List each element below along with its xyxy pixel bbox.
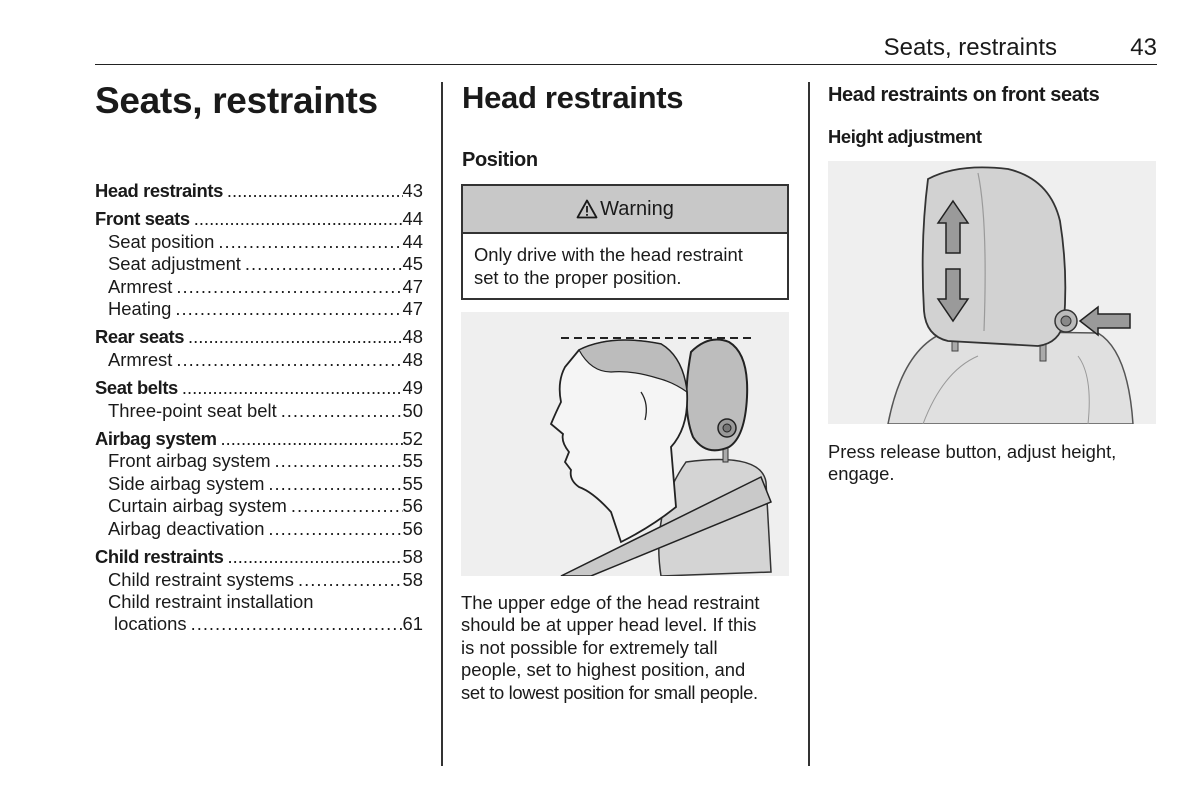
toc-entry-label: Child restraint systems xyxy=(108,568,294,590)
toc-entry-page: 44 xyxy=(402,208,423,230)
toc-entry-page: 43 xyxy=(402,180,423,201)
subsection-title: Position xyxy=(462,149,538,171)
toc-entry-label: Airbag deactivation xyxy=(108,517,265,539)
toc-entry[interactable] xyxy=(95,231,423,253)
toc-entry[interactable] xyxy=(95,613,423,635)
toc-entry-label: locations xyxy=(114,613,187,635)
toc-entry[interactable] xyxy=(95,400,423,422)
toc-entry-page: 50 xyxy=(402,399,423,421)
toc-entry[interactable] xyxy=(95,253,423,275)
toc-entry-page: 55 xyxy=(402,450,423,472)
toc-leader-dots xyxy=(241,253,403,275)
toc-entry-label: Side airbag system xyxy=(108,472,265,494)
toc-leader-dots xyxy=(223,180,403,202)
toc-entry-page: 48 xyxy=(402,326,423,348)
height-adjustment-paragraph xyxy=(828,441,1116,486)
toc-leader-dots xyxy=(171,298,402,320)
paragraph-line: people, set to highest position, and xyxy=(461,659,746,681)
toc-entry[interactable] xyxy=(95,546,423,568)
toc-entry-page: 47 xyxy=(402,275,423,297)
toc-entry-page: 58 xyxy=(402,568,423,590)
toc-entry-label: Airbag system xyxy=(95,428,217,450)
toc-entry-label: Seat adjustment xyxy=(108,253,241,275)
toc-leader-dots xyxy=(172,349,402,371)
toc-entry[interactable] xyxy=(95,326,423,348)
paragraph-line: Press release button, adjust height, xyxy=(828,441,1117,462)
paragraph-line: The upper edge of the head restraint xyxy=(461,592,760,613)
toc-leader-dots xyxy=(277,400,403,422)
head-position-illustration xyxy=(461,312,789,576)
column-divider-right xyxy=(808,82,810,766)
paragraph-line: should be at upper head level. If this xyxy=(461,614,757,636)
toc-entry-page: 61 xyxy=(402,613,423,635)
page-number: 43 xyxy=(1130,34,1157,61)
toc-leader-dots xyxy=(190,208,403,230)
toc-entry-label: Curtain airbag system xyxy=(108,495,287,517)
toc-entry-label: Armrest xyxy=(108,275,173,297)
warning-header xyxy=(463,186,787,234)
warning-title: Warning xyxy=(600,197,674,220)
toc-entry[interactable] xyxy=(95,450,423,472)
warning-line: Only drive with the head restraint xyxy=(474,244,743,265)
column-divider-left xyxy=(441,82,443,766)
toc-entry-page: 52 xyxy=(402,428,423,450)
toc-entry-label: Heating xyxy=(108,298,172,320)
warning-text xyxy=(463,234,787,289)
running-head-section: Seats, restraints xyxy=(883,34,1057,61)
toc-entry[interactable] xyxy=(95,180,423,202)
front-seats-title: Head restraints on front seats xyxy=(828,84,1100,106)
paragraph-line: engage. xyxy=(828,463,895,485)
toc-entry[interactable] xyxy=(95,428,423,450)
toc-entry[interactable] xyxy=(95,518,423,540)
toc-entry-label: Front airbag system xyxy=(108,450,271,472)
warning-triangle-icon xyxy=(576,199,598,219)
toc-entry-label: Head restraints xyxy=(95,180,223,201)
toc-entry-page: 56 xyxy=(402,517,423,539)
toc-entry-page: 58 xyxy=(402,546,423,568)
toc-entry-label: Seat position xyxy=(108,230,215,252)
toc-entry-page: 48 xyxy=(402,348,423,370)
toc-entry-label: Child restraints xyxy=(95,546,224,568)
toc-leader-dots xyxy=(178,377,403,399)
toc-leader-dots xyxy=(214,231,402,253)
toc-entry[interactable] xyxy=(95,377,423,399)
toc-entry-page: 47 xyxy=(402,298,423,320)
toc-entry[interactable] xyxy=(95,276,423,298)
toc-entry[interactable]: Child restraint installation xyxy=(108,590,314,612)
warning-box xyxy=(461,184,789,300)
toc-entry-label: Three-point seat belt xyxy=(108,399,277,421)
toc-entry-page: 56 xyxy=(402,495,423,517)
position-paragraph xyxy=(461,592,760,704)
toc-entry-page: 49 xyxy=(402,377,423,399)
height-adjustment-illustration xyxy=(828,161,1156,424)
toc-entry-label: Seat belts xyxy=(95,377,178,399)
toc-leader-dots xyxy=(287,495,403,517)
toc-entry-label: Front seats xyxy=(95,208,190,230)
toc-entry[interactable] xyxy=(95,298,423,320)
toc-leader-dots xyxy=(172,276,402,298)
toc-entry[interactable] xyxy=(95,569,423,591)
running-head xyxy=(95,34,1157,65)
toc-leader-dots xyxy=(264,473,402,495)
toc-leader-dots xyxy=(271,450,403,472)
toc-leader-dots xyxy=(294,569,403,591)
toc-leader-dots xyxy=(224,546,403,568)
toc-leader-dots xyxy=(187,613,403,635)
toc-leader-dots xyxy=(264,518,402,540)
table-of-contents xyxy=(95,180,423,636)
toc-entry[interactable] xyxy=(95,495,423,517)
paragraph-line: is not possible for extremely tall xyxy=(461,636,718,658)
height-adjustment-title: Height adjustment xyxy=(828,126,982,147)
paragraph-line: set to lowest position for small people. xyxy=(461,681,758,703)
toc-entry-page: 44 xyxy=(402,230,423,252)
toc-entry-label: Rear seats xyxy=(95,326,185,348)
chapter-title: Seats, restraints xyxy=(95,80,378,121)
section-title: Head restraints xyxy=(462,80,684,115)
toc-leader-dots xyxy=(184,326,402,348)
toc-entry[interactable] xyxy=(95,349,423,371)
toc-entry-page: 45 xyxy=(402,253,423,275)
toc-entry[interactable] xyxy=(95,208,423,230)
warning-line: set to the proper position. xyxy=(474,266,682,288)
toc-leader-dots xyxy=(217,428,403,450)
toc-entry-label: Armrest xyxy=(108,348,173,370)
toc-entry[interactable] xyxy=(95,473,423,495)
toc-entry-page: 55 xyxy=(402,472,423,494)
